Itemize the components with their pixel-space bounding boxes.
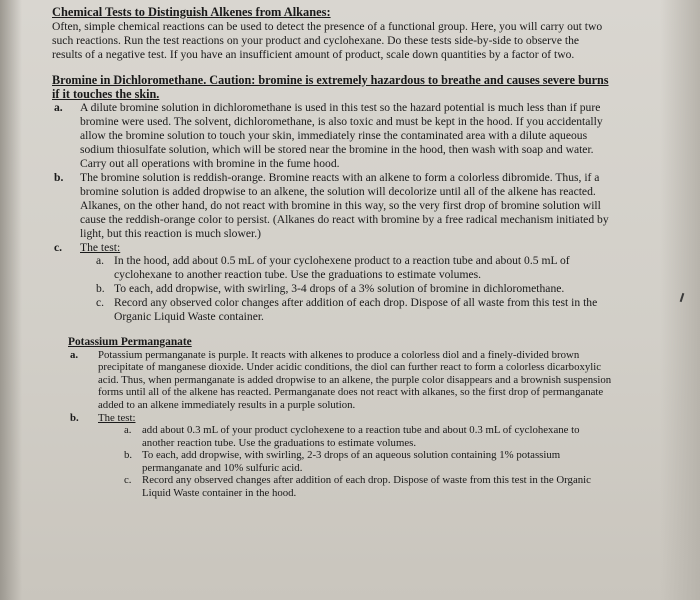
item-label: c.	[54, 240, 63, 254]
step-label: b.	[96, 282, 105, 296]
bromine-test-heading: The test:	[80, 240, 121, 254]
item-label: b.	[54, 170, 64, 184]
step-text: add about 0.3 mL of your product cyclohexene to a reaction tube and about 0.3 mL of cyclohexane to another reaction tube. Use the graduations to estimate volumes.	[142, 424, 580, 449]
step-text: Record any observed color changes after addition of each drop. Dispose of all waste from this test in the Organic Liquid Waste container.	[114, 296, 598, 324]
item-label: b.	[70, 411, 79, 424]
step-item	[52, 254, 612, 282]
step-item	[52, 296, 612, 324]
step-item	[68, 474, 612, 499]
step-item	[68, 424, 612, 449]
permanganate-test-heading: The test:	[98, 411, 136, 424]
item-label: a.	[54, 101, 63, 115]
list-item	[68, 412, 612, 425]
document-title: Chemical Tests to Distinguish Alkenes from Alkanes:	[52, 5, 331, 19]
item-text: The bromine solution is reddish-orange. Bromine reacts with an alkene to form a colorless dibromide. Thus, if a bromine solution is added dropwise to an alkene, the solution will decolorize until all of the alkene has reacted. Alkanes, on the other hand, do not react with bromine in this way, so the very first drop of bromine solution will cause the reddish-orange color to persist. (Alkanes do react with bromine by a free radical mechanism initiated by light, but this reaction is much slower.)	[80, 170, 609, 240]
list-item	[52, 241, 612, 255]
step-item	[68, 449, 612, 474]
step-item	[52, 282, 612, 296]
list-item	[68, 349, 612, 412]
step-label: a.	[96, 254, 105, 268]
step-text: To each, add dropwise, with swirling, 2-3 drops of an aqueous solution containing 1% potassium permanganate and 10% sulfuric acid.	[142, 449, 561, 474]
step-label: b.	[124, 449, 133, 462]
item-label: a.	[70, 348, 79, 361]
item-text: A dilute bromine solution in dichloromethane is used in this test so the hazard potential is much less than if pure bromine were used. The solvent, dichloromethane, is also toxic and must be kept in the hood. If you accidentally allow the bromine solution to touch your skin, immediately rinse the contaminated area with a dilute aqueous sodium thiosulfate solution, which will be stored near the bromine in the hood, then wash with soap and water. Carry out all operations with bromine in the fume hood.	[80, 101, 603, 171]
bromine-section-title: Bromine in Dichloromethane. Caution: bromine is extremely hazardous to breathe and causes severe burns if it touches the skin.	[52, 72, 609, 101]
step-label: c.	[124, 474, 132, 487]
document-page	[52, 6, 612, 500]
step-text: In the hood, add about 0.5 mL of your cyclohexene product to a reaction tube and about 0.5 mL of cyclohexane to another reaction tube. Use the graduations to estimate volumes.	[114, 254, 570, 282]
step-label: a.	[124, 424, 132, 437]
list-item	[52, 101, 612, 171]
step-label: c.	[96, 296, 105, 310]
permanganate-section-title: Potassium Permanganate	[68, 335, 192, 348]
permanganate-section	[68, 336, 612, 500]
step-text: Record any observed changes after addition of each drop. Dispose of waste from this test in the Organic Liquid Waste container in the hood.	[142, 474, 591, 500]
step-text: To each, add dropwise, with swirling, 3-4 drops of a 3% solution of bromine in dichloromethane.	[114, 282, 565, 296]
bromine-item-list	[52, 101, 612, 324]
intro-paragraph: Often, simple chemical reactions can be used to detect the presence of a functional group. Here, you will carry out two such reactions. Run the test reactions on your product and cyclohexane. Do these tests side-by-side to observe the results of a negative test. If you have an insufficient amount of product, scale down quantities by a factor of two.	[52, 19, 603, 61]
item-text: Potassium permanganate is purple. It reacts with alkenes to produce a colorless diol and a finely-divided brown precipitate of manganese dioxide. Under acidic conditions, the diol can further react to form a colorless dicarboxylic acid. Thus, when permanganate is added dropwise to an alkene, the purple color disappears and a brownish suspension forms until all of the alkene has reacted. Permanganate does not react with alkanes, so the first drop of permanganate added to an alkene immediately results in a purple solution.	[98, 348, 612, 411]
page-shadow-left	[0, 0, 22, 600]
list-item	[52, 171, 612, 241]
